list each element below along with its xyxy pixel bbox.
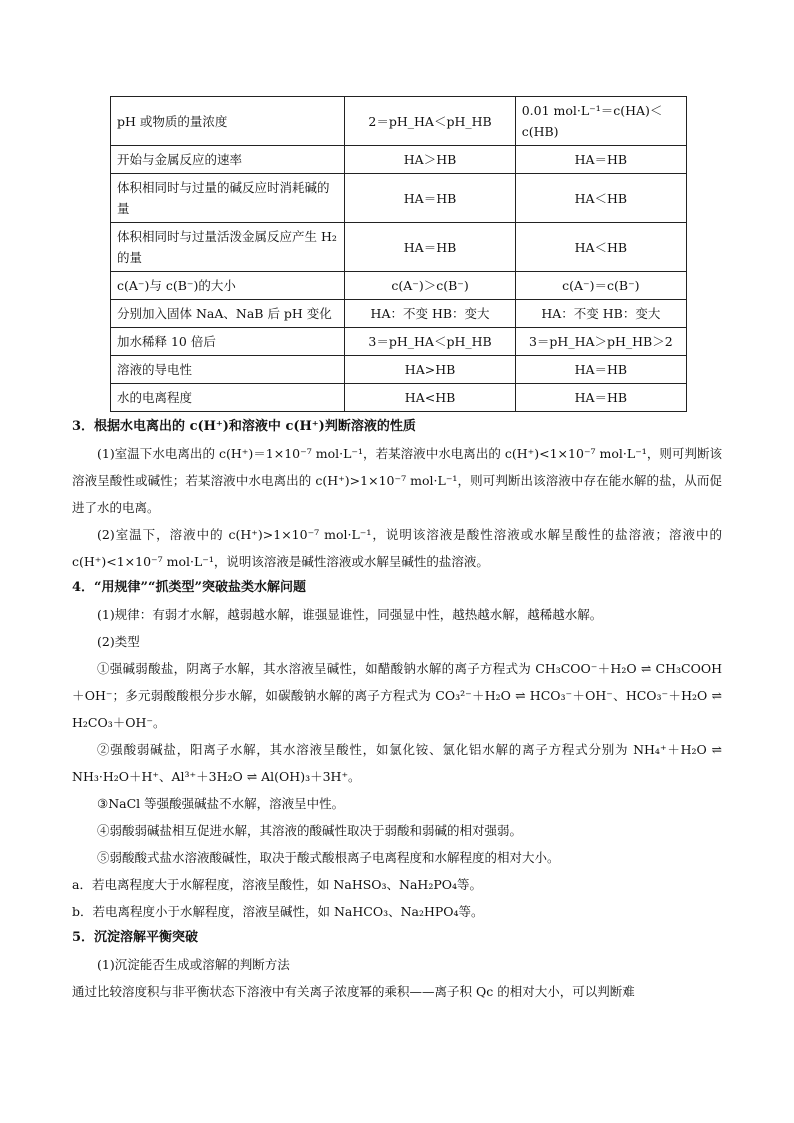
table-cell: pH 或物质的量浓度 [111, 97, 345, 146]
table-cell: 溶液的导电性 [111, 356, 345, 384]
paragraph: (2)室温下，溶液中的 c(H⁺)>1×10⁻⁷ mol·L⁻¹，说明该溶液是酸性溶液或水解呈酸性的盐溶液；溶液中的 c(H⁺)<1×10⁻⁷ mol·L⁻¹，说明该溶液是碱性溶液或水解呈碱性的盐溶液。 [72, 527, 722, 569]
paragraph: ①强碱弱酸盐，阴离子水解，其水溶液呈碱性，如醋酸钠水解的离子方程式为 CH₃COO⁻＋H₂O ⇌ CH₃COOH＋OH⁻；多元弱酸酸根分步水解，如碳酸钠水解的离子方程式为 CO₃²⁻＋H₂O ⇌ HCO₃⁻＋OH⁻、HCO₃⁻＋H₂O ⇌ H₂CO₃＋OH⁻。 [72, 661, 722, 730]
table-row [111, 146, 687, 174]
paragraph: ⑤弱酸酸式盐水溶液酸碱性，取决于酸式酸根离子电离程度和水解程度的相对大小。 [97, 850, 560, 865]
table-cell: HA＝HB [515, 356, 686, 384]
paragraph: (1)室温下水电离出的 c(H⁺)＝1×10⁻⁷ mol·L⁻¹，若某溶液中水电离出的 c(H⁺)<1×10⁻⁷ mol·L⁻¹，则可判断该溶液呈酸性或碱性；若某溶液中水电离出的 c(H⁺)>1×10⁻⁷ mol·L⁻¹，则可判断出该溶液中存在能水解的盐，从而促进了水的电离。 [72, 446, 722, 515]
table-cell: c(A⁻)与 c(B⁻)的大小 [111, 272, 345, 300]
table-row [111, 174, 687, 223]
paragraph: a．若电离程度大于水解程度，溶液呈酸性，如 NaHSO₃、NaH₂PO₄等。 [72, 877, 483, 892]
table-cell: 3＝pH_HA＜pH_HB [345, 328, 515, 356]
table-cell: HA：不变 HB：变大 [515, 300, 686, 328]
table-cell: 0.01 mol·L⁻¹＝c(HA)＜c(HB) [515, 97, 686, 146]
table-row [111, 328, 687, 356]
paragraph: ③NaCl 等强酸强碱盐不水解，溶液呈中性。 [97, 796, 345, 811]
table-cell: HA＞HB [345, 146, 515, 174]
table-row [111, 272, 687, 300]
table-cell: HA＜HB [515, 174, 686, 223]
table-cell: HA＝HB [345, 223, 515, 272]
paragraph: (1)规律：有弱才水解，越弱越水解，谁强显谁性，同强显中性，越热越水解，越稀越水解。 [97, 607, 603, 622]
table-row [111, 356, 687, 384]
table-cell: 水的电离程度 [111, 384, 345, 412]
table-cell: HA＝HB [345, 174, 515, 223]
paragraph: b．若电离程度小于水解程度，溶液呈碱性，如 NaHCO₃、Na₂HPO₄等。 [72, 904, 484, 919]
paragraph: ②强酸弱碱盐，阳离子水解，其水溶液呈酸性，如氯化铵、氯化铝水解的离子方程式分别为 NH₄⁺＋H₂O ⇌ NH₃·H₂O＋H⁺、Al³⁺＋3H₂O ⇌ Al(OH)₃＋3H⁺。 [72, 742, 722, 784]
paragraph: (1)沉淀能否生成或溶解的判断方法 [97, 957, 290, 972]
section-heading: 5．沉淀溶解平衡突破 [72, 930, 199, 945]
table-cell: 3＝pH_HA＞pH_HB＞2 [515, 328, 686, 356]
table-cell: HA＝HB [515, 384, 686, 412]
table-cell: 分别加入固体 NaA、NaB 后 pH 变化 [111, 300, 345, 328]
document-body [72, 414, 722, 1005]
table-row [111, 300, 687, 328]
table-cell: HA>HB [345, 356, 515, 384]
section-heading: 3．根据水电离出的 c(H⁺)和溶液中 c(H⁺)判断溶液的性质 [72, 419, 416, 434]
table-cell: 2＝pH_HA＜pH_HB [345, 97, 515, 146]
table-row [111, 384, 687, 412]
table-cell: HA<HB [345, 384, 515, 412]
table-row [111, 223, 687, 272]
table-cell: 开始与金属反应的速率 [111, 146, 345, 174]
table-cell: 体积相同时与过量的碱反应时消耗碱的量 [111, 174, 345, 223]
acid-comparison-table [110, 96, 687, 412]
document-page [72, 96, 722, 1005]
table-row [111, 97, 687, 146]
paragraph: (2)类型 [97, 634, 140, 649]
table-cell: 体积相同时与过量活泼金属反应产生 H₂的量 [111, 223, 345, 272]
table-cell: HA＝HB [515, 146, 686, 174]
table-cell: 加水稀释 10 倍后 [111, 328, 345, 356]
table-cell: c(A⁻)＞c(B⁻) [345, 272, 515, 300]
paragraph: ④弱酸弱碱盐相互促进水解，其溶液的酸碱性取决于弱酸和弱碱的相对强弱。 [97, 823, 523, 838]
table-cell: c(A⁻)＝c(B⁻) [515, 272, 686, 300]
section-heading: 4．“用规律”“抓类型”突破盐类水解问题 [72, 580, 306, 595]
paragraph: 通过比较溶度积与非平衡状态下溶液中有关离子浓度幂的乘积——离子积 Qc 的相对大小，可以判断难 [72, 984, 635, 999]
table-cell: HA：不变 HB：变大 [345, 300, 515, 328]
table-cell: HA＜HB [515, 223, 686, 272]
